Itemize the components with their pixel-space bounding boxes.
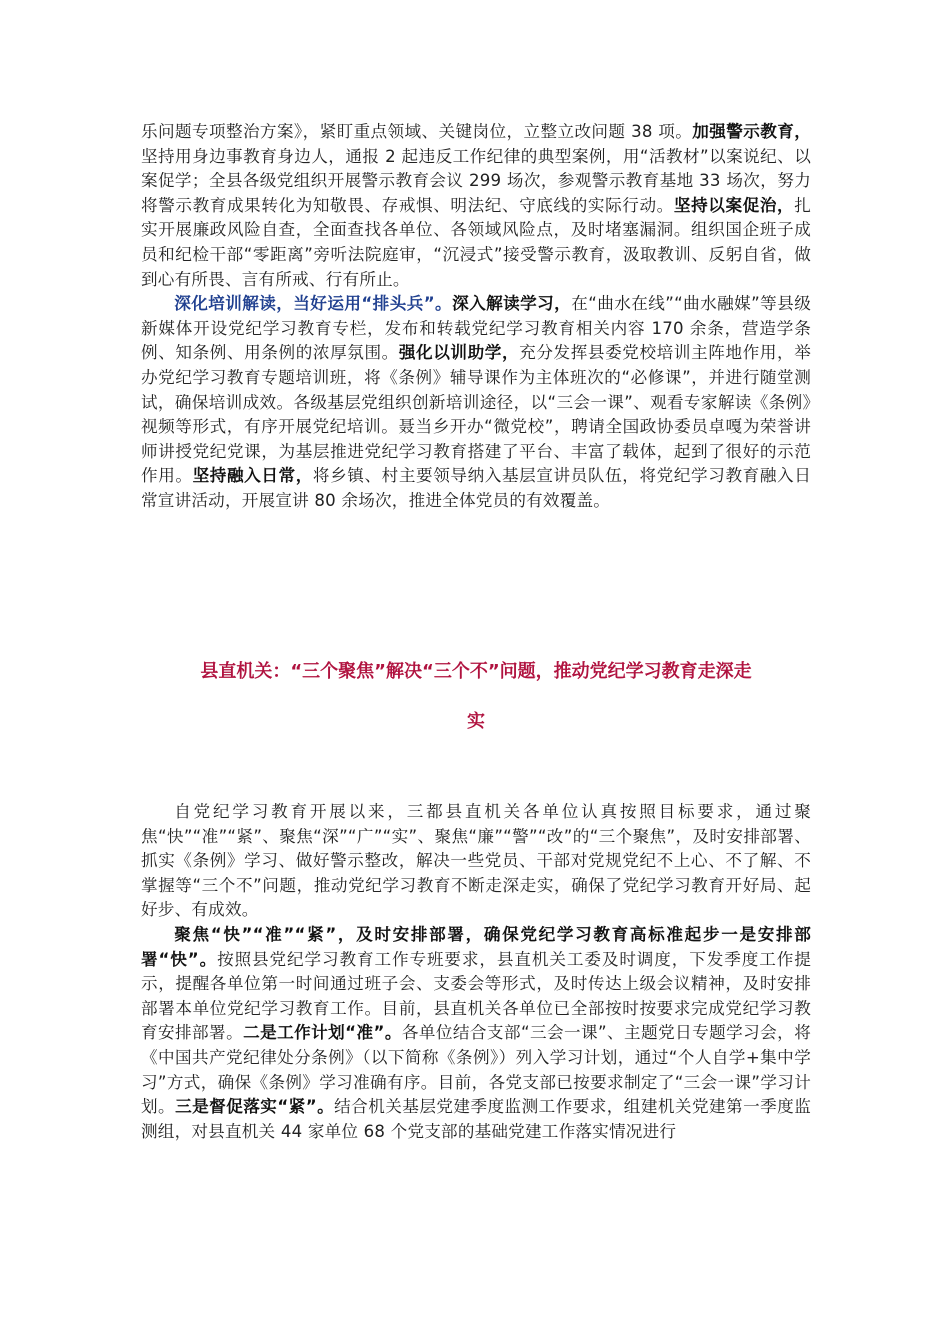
text: 结合机关基层党建季度监测工作要求，组建机关党建第一季度监测组，对县直机关 44 家单位 68 个党支部的基础党建工作落实情况进行 bbox=[141, 1097, 812, 1141]
subheading-training: 深化培训解读，当好运用“排头兵”。 bbox=[174, 294, 453, 314]
bold-lead: 深入解读学习， bbox=[452, 294, 572, 314]
text: 乐问题专项整治方案》，紧盯重点领域、关键岗位，立整立改问题 38 项。 bbox=[141, 122, 693, 141]
text: 坚持用身边事教育身边人，通报 2 起违反工作纪律的典型案例，用“活教材”以案说纪、以案促学；全县各级党组织开展警示教育会议 299 场次，参观警示教育基地 33 场次，努力将警示教育成果转化为知敬畏、存戒惧、明法纪、守底线的实际行动。 bbox=[141, 146, 811, 215]
text: 充分发挥县委党校培训主阵地作用，举办党纪学习教育专题培训班，将《条例》辅导课作为主体班次的“必修课”，并进行随堂测试，确保培训成效。各级基层党组织创新培训途径，以“三会一课”、观看专家解读《条例》视频等形式，有序开展党纪培训。聂当乡开办“微党校”，聘请全国政协委员卓嘎为荣誉讲师讲授党纪党课，为基层推进党纪学习教育搭建了平台、丰富了载体，起到了很好的示范作用。 bbox=[141, 343, 811, 486]
paragraph-warning-education bbox=[141, 120, 811, 292]
bold-lead: 二是工作计划“准”。 bbox=[243, 1023, 402, 1043]
text: 在“曲水在线”“曲水融媒”等县级新媒体开设党纪学习教育专栏，发布和转载党纪学习教育相关内容 170 余条，营造学条例、知条例、用条例的浓厚氛围。 bbox=[141, 294, 811, 363]
paragraph-training bbox=[141, 292, 811, 513]
paragraph-three-focus bbox=[141, 923, 811, 1144]
bold-lead: 坚持融入日常， bbox=[192, 466, 313, 486]
bold-lead: 加强警示教育， bbox=[692, 122, 811, 141]
text: 各单位结合支部“三会一课”、主题党日专题学习会，将《中国共产党纪律处分条例》（以下简称《条例》）列入学习计划，通过“个人自学+集中学习”方式，确保《条例》学习准确有序。目前，各党支部已按要求制定了“三会一课”学习计划。 bbox=[141, 1023, 811, 1117]
bold-lead: 聚焦“快”“准”“紧”，及时安排部署，确保党纪学习教育高标准起步一是安排部署“快”。 bbox=[141, 924, 811, 969]
section-2 bbox=[141, 800, 811, 1144]
text: 按照县党纪学习教育工作专班要求，县直机关工委及时调度，下发季度工作提示，提醒各单位第一时间通过班子会、支委会等形式，及时传达上级会议精神，及时安排部署本单位党纪学习教育工作。目前，县直机关各单位已全部按时按要求完成党纪学习教育安排部署。 bbox=[141, 949, 811, 1043]
bold-lead: 坚持以案促治， bbox=[673, 195, 795, 215]
bold-lead: 三是督促落实“紧”。 bbox=[175, 1097, 335, 1117]
section-heading: 县直机关：“三个聚焦”解决“三个不”问题，推动党纪学习教育走深走 bbox=[200, 661, 752, 682]
paragraph-intro: 自党纪学习教育开展以来，三都县直机关各单位认真按照目标要求，通过聚焦“快”“准”“紧”、聚焦“深”“广”“实”、聚焦“廉”“警”“改”的“三个聚焦”，及时安排部署、抓实《条例》学习、做好警示整改，解决一些党员、干部对党规党纪不上心、不了解、不掌握等“三个不”问题，推动党纪学习教育不断走深走实，确保了党纪学习教育开好局、起好步、有成效。 bbox=[141, 802, 811, 920]
section-1 bbox=[141, 120, 811, 514]
text: 扎实开展廉政风险自查，全面查找各单位、各领域风险点，及时堵塞漏洞。组织国企班子成员和纪检干部“零距离”旁听法院庭审，“沉浸式”接受警示教育，汲取教训、反躬自省，做到心有所畏、言有所戒、行有所止。 bbox=[141, 195, 811, 289]
text: 将乡镇、村主要领导纳入基层宣讲员队伍，将党纪学习教育融入日常宣讲活动，开展宣讲 80 余场次，推进全体党员的有效覆盖。 bbox=[141, 466, 811, 510]
bold-lead: 强化以训助学， bbox=[398, 343, 520, 363]
section-heading-continued: 实 bbox=[467, 711, 485, 732]
